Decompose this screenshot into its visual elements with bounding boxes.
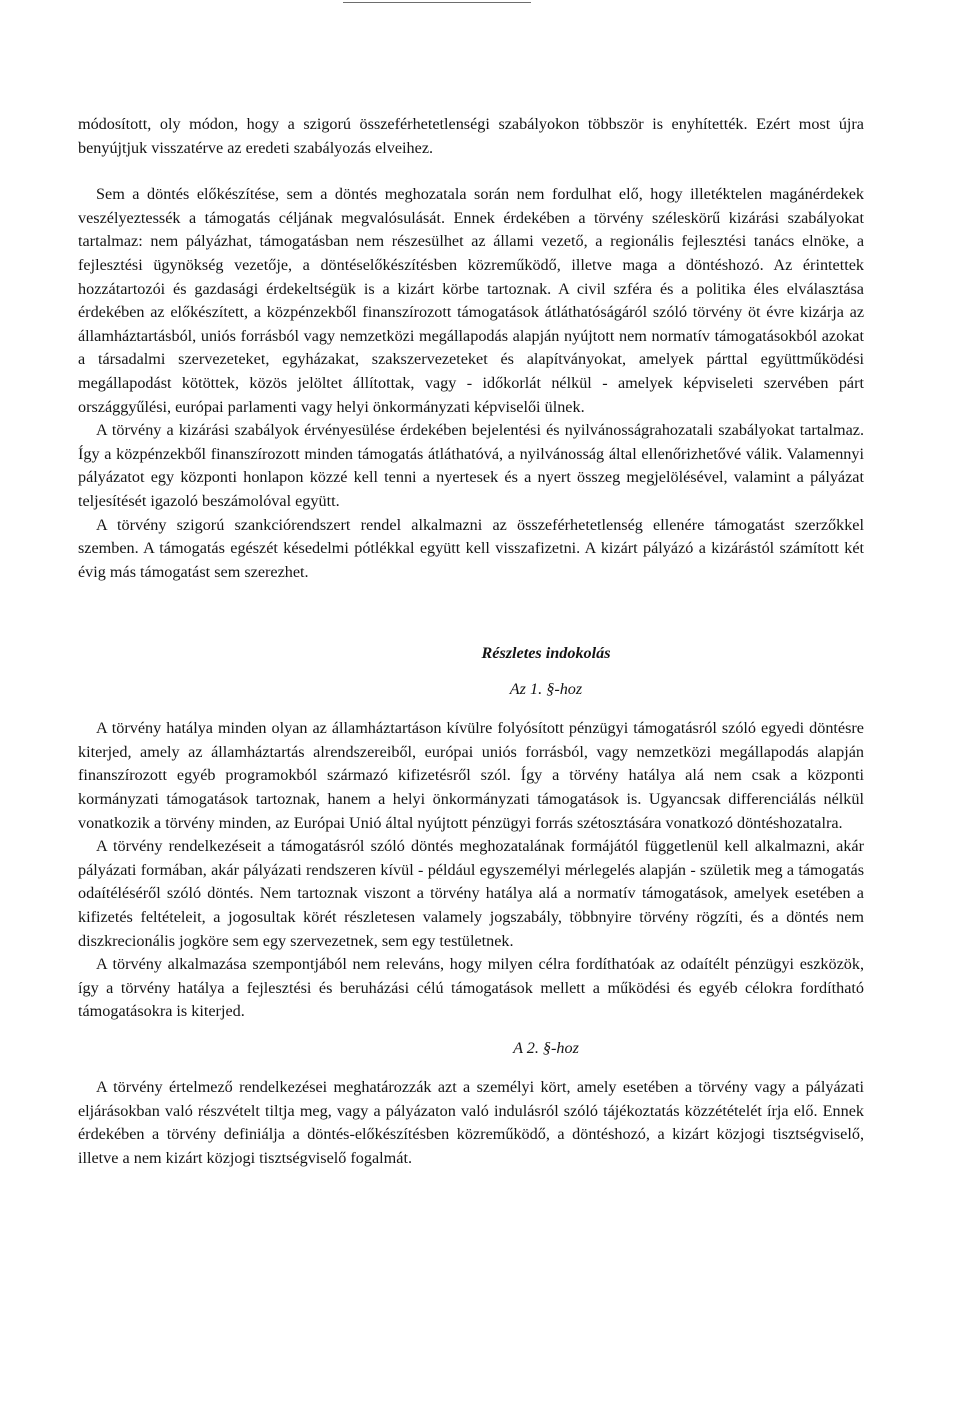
document-page [78,113,864,1170]
heading-detailed-justification: Részletes indokolás [481,644,611,663]
paragraph-continuation: módosított, oly módon, hogy a szigorú összeférhetetlenségi szabályokon többször is enyhítették. Ezért most újra benyújtjuk visszatérve az eredeti szabályozás elveihez. [78,115,864,157]
section-1-paragraph: A törvény rendelkezéseit a támogatásról szóló döntés meghozatalának formájától függetlenül kell alkalmazni, akár pályázati formában, akár pályázati rendszeren kívül - például egyszemélyi mérlegelés alapján - születik meg a támogatás odaítéléséről szóló döntés. Nem tartoznak viszont a törvény hatálya alá a normatív támogatások, amelyek esetében a kifizetés feltételeit, a jogosultak körét részletesen valamely jogszabály, többnyire törvény rögzíti, és a döntés nem diszkrecionális jogköre sem egy szervezetnek, sem egy testületnek. [78,837,864,950]
section-2-paragraph: A törvény értelmező rendelkezései meghatározzák azt a személyi kört, amely esetében a törvény vagy a pályázati eljárásokban való részvételt tiltja meg, vagy a pályázaton való indulásról szóló tájékoztatás közzétételét írja elő. Ennek érdekében a törvény definiálja a döntés-előkészítésben közreműködő, a döntéshozó, a kizárt közjogi tisztségviselő, illetve a nem kizárt közjogi tisztségviselő fogalmát. [78,1078,864,1167]
section-1-paragraph: A törvény alkalmazása szempontjából nem releváns, hogy milyen célra fordíthatóak az odaítélt pénzügyi eszközök, így a törvény hatálya a fejlesztési és beruházási célú támogatások mellett a működési és egyéb célokra fordítható támogatásokra is kiterjed. [78,955,864,1021]
section-2-title: A 2. §-hoz [513,1039,579,1057]
section-1-title: Az 1. §-hoz [509,680,583,699]
paragraph-gap [78,160,864,183]
paragraph-disclosure-rules: A törvény a kizárási szabályok érvényesülése érdekében bejelentési és nyilvánosságrahozatali szabályokat tartalmaz. Így a közpénzekből finanszírozott minden támogatás átláthatóvá, a nyilvánosság által ellenőrizhetővé válik. Valamennyi pályázatot egy központi honlapon közzé kell tenni a nyertesek és a nyert összeg megjelölésével, valamint a pályázat teljesítését igazoló beszámolóval együtt. [78,421,864,510]
paragraph-sanctions: A törvény szigorú szankciórendszert rendel alkalmazni az összeférhetetlenség ellenére támogatást szerzőkkel szemben. A támogatás egészét késedelmi pótlékkal együtt kell visszafizetni. A kizárt pályázó a kizárástól számított két évig más támogatást sem szerezhet. [78,515,864,581]
paragraph-exclusion-rules: Sem a döntés előkészítése, sem a döntés meghozatala során nem fordulhat elő, hogy illetéktelen magánérdekek veszélyeztessék a támogatás céljának megvalósulását. Ennek érdekében a törvény széleskörű kizárási szabályokat tartalmaz: nem pályázhat, támogatásban nem részesülhet az állami vezető, a regionális fejlesztési tanács elnöke, a fejlesztési ügynökség vezetője, a döntéselőkészítésben közreműködő, illetve maga a döntéshozó. Az érintettek hozzátartozói és gazdasági érdekeltségük is a kizárt körbe tartoznak. A civil szféra és a politika éles elválasztása érdekében az előkészített, a közpénzekből finanszírozott támogatások átláthatóságáról szóló törvény öt évre kizárja az államháztartásból, uniós forrásból vagy nemzetközi megállapodás alapján nyújtott nem normatív támogatásokból azokat a társadalmi szervezeteket, egyházakat, szakszervezeteket és alapítványokat, amelyek párttal együttműködési megállapodást kötöttek, közös jelöltet állítottak, vagy - időkorlát nélkül - amelyek képviseleti szervében párt országgyűlési, európai parlamenti vagy helyi önkormányzati képviselői ülnek. [78,185,864,416]
section-1-paragraph: A törvény hatálya minden olyan az államháztartáson kívülre folyósított pénzügyi támogatásról szóló egyedi döntésre kiterjed, amely az államháztartás alrendszereiből, európai uniós forrásból, vagy nemzetközi megállapodás alapján finanszírozott egyéb programokból származó kifizetésről szól. Így a törvény hatálya alá nem csak a központi kormányzati támogatások tartoznak, hanem a helyi önkormányzati támogatások is. Ugyancsak differenciálás nélkül vonatkozik a törvény minden, az Európai Unió által nyújtott pénzügyi forrás szétosztására vonatkozó döntéshozatalra. [78,719,864,832]
scan-artifact-line [343,2,531,3]
